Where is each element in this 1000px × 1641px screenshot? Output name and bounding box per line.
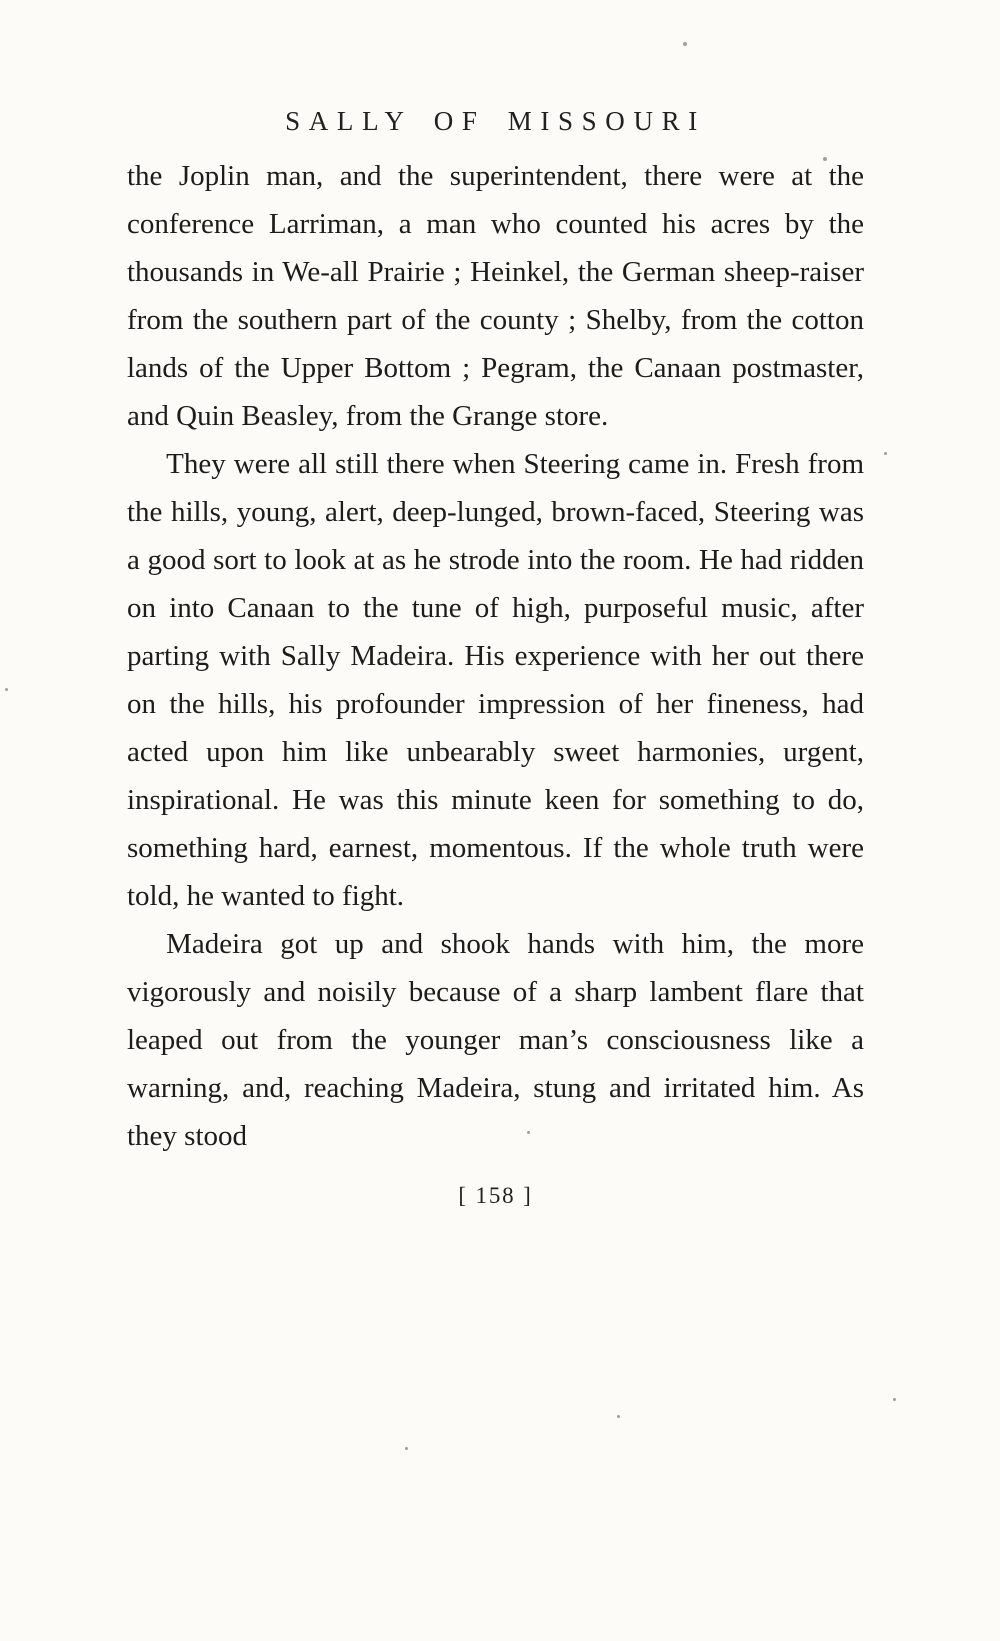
paragraph: Madeira got up and shook hands with him, the more vigorously and noisily because of a sharp lambent flare that leaped out from the younger man’s consciousness like a warning, and, reaching Madeira, stung and irritated him. As they stood	[127, 928, 864, 1152]
scan-speck	[683, 42, 687, 46]
scan-speck	[884, 452, 887, 455]
scan-speck	[893, 1398, 896, 1401]
paragraph: They were all still there when Steering came in. Fresh from the hills, young, alert, deep-lunged, brown-faced, Steering was a good sort to look at as he strode into the room. He had ridden on into Canaan to the tune of high, purposeful music, after parting with Sally Madeira. His experience with her out there on the hills, his profounder impression of her fineness, had acted upon him like unbearably sweet harmonies, urgent, inspirational. He was this minute keen for something to do, something hard, earnest, momentous. If the whole truth were told, he wanted to fight.	[127, 448, 864, 912]
scan-speck	[405, 1447, 408, 1450]
running-head: SALLY OF MISSOURI	[285, 106, 706, 136]
paragraph-continuation: the Joplin man, and the superintendent, there were at the conference Larriman, a man who counted his acres by the thousands in We-all Prairie ; Heinkel, the German sheep-raiser from the southern part of the county ; Shelby, from the cotton lands of the Upper Bottom ; Pegram, the Canaan postmaster, and Quin Beasley, from the Grange store.	[127, 160, 864, 432]
page-number: [ 158 ]	[458, 1183, 533, 1208]
scan-speck	[5, 688, 8, 691]
scan-speck	[617, 1415, 620, 1418]
text-block	[127, 152, 864, 1220]
